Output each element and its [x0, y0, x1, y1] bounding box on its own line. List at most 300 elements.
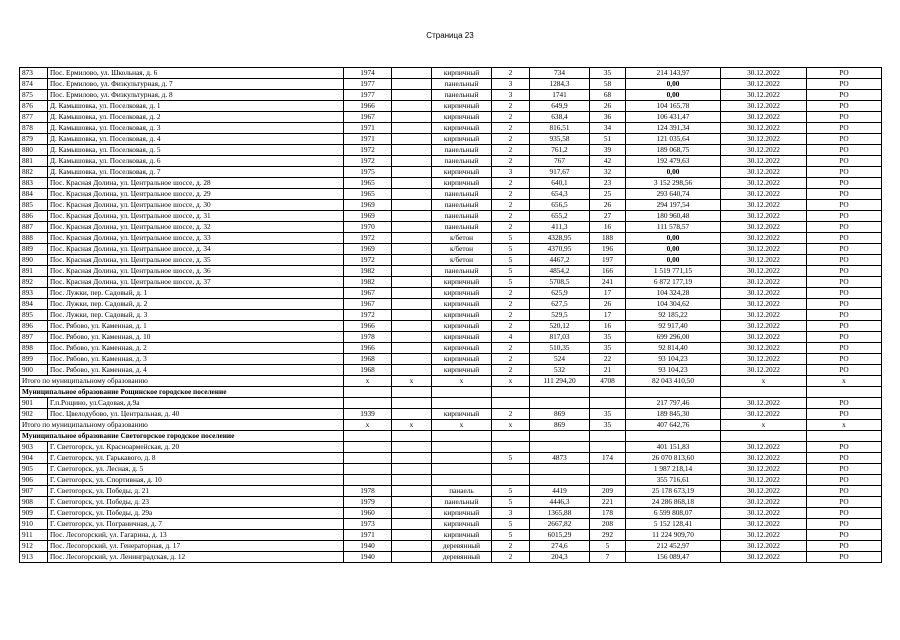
deadline-date: 30.12.2022	[721, 233, 807, 244]
housing-register-table	[19, 67, 882, 563]
row-number: 913	[20, 552, 48, 563]
year-built: 1972	[344, 310, 392, 321]
year-built: 1966	[344, 101, 392, 112]
floors: 3	[492, 167, 530, 178]
area: 520,12	[530, 321, 590, 332]
table-row	[20, 233, 882, 244]
program: РО	[807, 497, 882, 508]
deadline-date: 30.12.2022	[721, 552, 807, 563]
table-row	[20, 398, 882, 409]
row-number: 885	[20, 200, 48, 211]
deadline-date: 30.12.2022	[721, 541, 807, 552]
address: Пос. Красная Долина, ул. Центральное шоссе, д. 37	[48, 277, 344, 288]
area: 4419	[530, 486, 590, 497]
total-material: х	[432, 420, 492, 431]
table-row	[20, 409, 882, 420]
wall-material: панаель	[432, 486, 492, 497]
deadline-date: 30.12.2022	[721, 189, 807, 200]
floors: 3	[492, 79, 530, 90]
program: РО	[807, 442, 882, 453]
residents: 17	[590, 310, 626, 321]
empty-cell	[590, 431, 626, 442]
deadline-date: 30.12.2022	[721, 123, 807, 134]
section-header-row	[20, 387, 882, 398]
address: Г. Светогорск, ул. Победы, д. 29а	[48, 508, 344, 519]
empty-cell	[392, 387, 432, 398]
deadline-date: 30.12.2022	[721, 332, 807, 343]
table-row	[20, 442, 882, 453]
wall-material	[432, 464, 492, 475]
wall-material	[432, 442, 492, 453]
cost: 293 640,74	[626, 189, 721, 200]
area: 4467,2	[530, 255, 590, 266]
year-built: 1970	[344, 222, 392, 233]
table-row	[20, 277, 882, 288]
table-row	[20, 68, 882, 79]
cost: 26 070 813,60	[626, 453, 721, 464]
total-program: х	[807, 420, 882, 431]
address: Г. Светогорск, ул. Красноармейская, д. 20	[48, 442, 344, 453]
floors: 2	[492, 145, 530, 156]
residents: 196	[590, 244, 626, 255]
cost: 104 304,62	[626, 299, 721, 310]
row-number: 884	[20, 189, 48, 200]
area: 761,2	[530, 145, 590, 156]
col3	[392, 123, 432, 134]
row-number: 907	[20, 486, 48, 497]
cost: 92 185,22	[626, 310, 721, 321]
floors: 4	[492, 332, 530, 343]
program: РО	[807, 112, 882, 123]
wall-material: панельный	[432, 497, 492, 508]
col3	[392, 310, 432, 321]
program: РО	[807, 90, 882, 101]
program: РО	[807, 178, 882, 189]
year-built: 1939	[344, 409, 392, 420]
wall-material: деревянный	[432, 541, 492, 552]
total-col3: х	[392, 376, 432, 387]
year-built: 1940	[344, 552, 392, 563]
area: 6015,29	[530, 530, 590, 541]
row-number: 901	[20, 398, 48, 409]
col3	[392, 112, 432, 123]
col3	[392, 497, 432, 508]
col3	[392, 486, 432, 497]
table-row	[20, 90, 882, 101]
year-built: 1972	[344, 145, 392, 156]
deadline-date: 30.12.2022	[721, 343, 807, 354]
address: Пос. Лужки, пер. Садовый, д. 1	[48, 288, 344, 299]
row-number: 912	[20, 541, 48, 552]
year-built: 1971	[344, 530, 392, 541]
program: РО	[807, 167, 882, 178]
deadline-date: 30.12.2022	[721, 211, 807, 222]
deadline-date: 30.12.2022	[721, 90, 807, 101]
area: 734	[530, 68, 590, 79]
row-number: 881	[20, 156, 48, 167]
residents	[590, 475, 626, 486]
table-row	[20, 497, 882, 508]
program: РО	[807, 453, 882, 464]
address: Г. Светогорск, ул. Победы, д. 23	[48, 497, 344, 508]
table-row	[20, 354, 882, 365]
wall-material: панельный	[432, 156, 492, 167]
floors: 5	[492, 266, 530, 277]
floors: 5	[492, 519, 530, 530]
residents: 292	[590, 530, 626, 541]
col3	[392, 68, 432, 79]
cost: 1 987 218,14	[626, 464, 721, 475]
area: 767	[530, 156, 590, 167]
deadline-date: 30.12.2022	[721, 68, 807, 79]
deadline-date: 30.12.2022	[721, 255, 807, 266]
floors: 2	[492, 321, 530, 332]
empty-cell	[807, 387, 882, 398]
program: РО	[807, 530, 882, 541]
deadline-date: 30.12.2022	[721, 288, 807, 299]
residents	[590, 398, 626, 409]
row-number: 896	[20, 321, 48, 332]
area	[530, 475, 590, 486]
program: РО	[807, 288, 882, 299]
cost: 355 716,61	[626, 475, 721, 486]
deadline-date: 30.12.2022	[721, 134, 807, 145]
residents: 188	[590, 233, 626, 244]
address: Г. Светогорск, ул. Пограничная, д. 7	[48, 519, 344, 530]
row-number: 873	[20, 68, 48, 79]
row-number: 911	[20, 530, 48, 541]
floors: 2	[492, 134, 530, 145]
cost: 180 960,48	[626, 211, 721, 222]
col3	[392, 332, 432, 343]
empty-cell	[344, 431, 392, 442]
floors: 5	[492, 233, 530, 244]
area: 654,3	[530, 189, 590, 200]
table-row	[20, 134, 882, 145]
address: Пос. Рябово, ул. Каменная, д. 1	[48, 321, 344, 332]
address: Пос. Красная Долина, ул. Центральное шоссе, д. 36	[48, 266, 344, 277]
row-number: 904	[20, 453, 48, 464]
deadline-date: 30.12.2022	[721, 167, 807, 178]
empty-cell	[432, 431, 492, 442]
year-built: 1969	[344, 200, 392, 211]
program: РО	[807, 277, 882, 288]
wall-material: панельный	[432, 90, 492, 101]
floors: 2	[492, 354, 530, 365]
address: Пос. Лужки, пер. Садовый, д. 3	[48, 310, 344, 321]
row-number: 894	[20, 299, 48, 310]
wall-material	[432, 398, 492, 409]
floors: 2	[492, 310, 530, 321]
year-built: 1982	[344, 277, 392, 288]
row-number: 880	[20, 145, 48, 156]
floors	[492, 464, 530, 475]
deadline-date: 30.12.2022	[721, 112, 807, 123]
cost: 189 845,30	[626, 409, 721, 420]
program: РО	[807, 156, 882, 167]
residents: 58	[590, 79, 626, 90]
year-built: 1967	[344, 299, 392, 310]
area: 4370,95	[530, 244, 590, 255]
address: Пос. Ермилово, ул. Физкультурная, д. 7	[48, 79, 344, 90]
floors: 3	[492, 90, 530, 101]
program: РО	[807, 508, 882, 519]
floors: 2	[492, 200, 530, 211]
wall-material: панельный	[432, 222, 492, 233]
cost: 24 286 868,18	[626, 497, 721, 508]
address: Д. Камышовка, ул. Поселковая, д. 4	[48, 134, 344, 145]
area	[530, 442, 590, 453]
row-number: 876	[20, 101, 48, 112]
cost: 3 152 298,56	[626, 178, 721, 189]
residents: 166	[590, 266, 626, 277]
program: РО	[807, 123, 882, 134]
table-row	[20, 178, 882, 189]
floors: 2	[492, 343, 530, 354]
deadline-date: 30.12.2022	[721, 244, 807, 255]
cost: 1 519 771,15	[626, 266, 721, 277]
table-row	[20, 266, 882, 277]
col3	[392, 189, 432, 200]
year-built	[344, 398, 392, 409]
area: 649,9	[530, 101, 590, 112]
floors: 2	[492, 156, 530, 167]
cost: 111 578,57	[626, 222, 721, 233]
col3	[392, 90, 432, 101]
residents: 26	[590, 200, 626, 211]
address: Г. Светогорск, ул. Победы, д. 21	[48, 486, 344, 497]
total-col3: х	[392, 420, 432, 431]
cost: 294 197,54	[626, 200, 721, 211]
table-row	[20, 332, 882, 343]
residents: 178	[590, 508, 626, 519]
floors: 2	[492, 112, 530, 123]
residents: 32	[590, 167, 626, 178]
cost: 0,00	[626, 79, 721, 90]
empty-cell	[721, 387, 807, 398]
table-row	[20, 299, 882, 310]
floors: 2	[492, 101, 530, 112]
row-number: 898	[20, 343, 48, 354]
deadline-date: 30.12.2022	[721, 365, 807, 376]
area: 656,5	[530, 200, 590, 211]
deadline-date: 30.12.2022	[721, 101, 807, 112]
col3	[392, 365, 432, 376]
empty-cell	[530, 431, 590, 442]
year-built: 1967	[344, 112, 392, 123]
total-row	[20, 420, 882, 431]
floors	[492, 398, 530, 409]
program: РО	[807, 486, 882, 497]
program: РО	[807, 255, 882, 266]
address: Пос. Красная Долина, ул. Центральное шоссе, д. 35	[48, 255, 344, 266]
deadline-date: 30.12.2022	[721, 145, 807, 156]
table-row	[20, 101, 882, 112]
residents: 36	[590, 112, 626, 123]
total-residents: 35	[590, 420, 626, 431]
area: 204,3	[530, 552, 590, 563]
wall-material: кирпичный	[432, 101, 492, 112]
row-number: 902	[20, 409, 48, 420]
cost: 0,00	[626, 255, 721, 266]
year-built: 1940	[344, 541, 392, 552]
residents: 35	[590, 409, 626, 420]
deadline-date: 30.12.2022	[721, 442, 807, 453]
wall-material: кирпичный	[432, 123, 492, 134]
row-number: 897	[20, 332, 48, 343]
area: 817,03	[530, 332, 590, 343]
deadline-date: 30.12.2022	[721, 354, 807, 365]
floors: 2	[492, 222, 530, 233]
address: Д. Камышовка, ул. Поселковая, д. 7	[48, 167, 344, 178]
program: РО	[807, 541, 882, 552]
cost: 104 324,28	[626, 288, 721, 299]
table-row	[20, 519, 882, 530]
wall-material: кирпичный	[432, 332, 492, 343]
residents: 68	[590, 90, 626, 101]
address: Д. Камышовка, ул. Поселковая, д. 6	[48, 156, 344, 167]
col3	[392, 552, 432, 563]
cost: 401 151,83	[626, 442, 721, 453]
cost: 92 814,40	[626, 343, 721, 354]
floors: 2	[492, 68, 530, 79]
empty-cell	[392, 431, 432, 442]
col3	[392, 321, 432, 332]
table-row	[20, 156, 882, 167]
cost: 11 224 909,70	[626, 530, 721, 541]
empty-cell	[626, 387, 721, 398]
program: РО	[807, 552, 882, 563]
cost: 124 391,34	[626, 123, 721, 134]
floors	[492, 442, 530, 453]
row-number: 895	[20, 310, 48, 321]
table-row	[20, 255, 882, 266]
table-row	[20, 244, 882, 255]
wall-material: кирпичный	[432, 508, 492, 519]
floors: 5	[492, 255, 530, 266]
row-number: 882	[20, 167, 48, 178]
program: РО	[807, 134, 882, 145]
wall-material: деревянный	[432, 552, 492, 563]
table-row	[20, 453, 882, 464]
deadline-date: 30.12.2022	[721, 321, 807, 332]
cost: 156 089,47	[626, 552, 721, 563]
table-row	[20, 222, 882, 233]
total-floors: х	[492, 376, 530, 387]
col3	[392, 299, 432, 310]
floors: 2	[492, 211, 530, 222]
floors: 5	[492, 453, 530, 464]
program: РО	[807, 409, 882, 420]
row-number: 905	[20, 464, 48, 475]
program: РО	[807, 79, 882, 90]
program: РО	[807, 343, 882, 354]
program: РО	[807, 321, 882, 332]
year-built: 1972	[344, 233, 392, 244]
row-number: 879	[20, 134, 48, 145]
wall-material: кирпичный	[432, 530, 492, 541]
wall-material: панельный	[432, 145, 492, 156]
wall-material: кирпичный	[432, 365, 492, 376]
section-title: Муниципальное образование Светогорское городское поселение	[20, 431, 344, 442]
col3	[392, 541, 432, 552]
table-row	[20, 167, 882, 178]
area: 5708,5	[530, 277, 590, 288]
cost: 25 178 673,19	[626, 486, 721, 497]
wall-material: кирпичный	[432, 310, 492, 321]
col3	[392, 233, 432, 244]
row-number: 893	[20, 288, 48, 299]
wall-material: к/бетон	[432, 255, 492, 266]
cost: 93 104,23	[626, 354, 721, 365]
floors: 5	[492, 497, 530, 508]
wall-material: к/бетон	[432, 233, 492, 244]
year-built: 1977	[344, 90, 392, 101]
area: 1741	[530, 90, 590, 101]
address: Пос. Красная Долина, ул. Центральное шоссе, д. 32	[48, 222, 344, 233]
program: РО	[807, 200, 882, 211]
total-year: х	[344, 376, 392, 387]
row-number: 891	[20, 266, 48, 277]
table-row	[20, 530, 882, 541]
area	[530, 398, 590, 409]
page-header: Страница 23	[426, 31, 474, 40]
residents: 208	[590, 519, 626, 530]
address: Пос. Красная Долина, ул. Центральное шоссе, д. 31	[48, 211, 344, 222]
program: РО	[807, 299, 882, 310]
cost: 106 431,47	[626, 112, 721, 123]
residents: 17	[590, 288, 626, 299]
cost: 0,00	[626, 244, 721, 255]
deadline-date: 30.12.2022	[721, 497, 807, 508]
total-floors: х	[492, 420, 530, 431]
table-row	[20, 321, 882, 332]
col3	[392, 255, 432, 266]
program: РО	[807, 189, 882, 200]
year-built: 1978	[344, 486, 392, 497]
area: 510,35	[530, 343, 590, 354]
col3	[392, 101, 432, 112]
year-built	[344, 464, 392, 475]
cost: 699 296,00	[626, 332, 721, 343]
year-built: 1960	[344, 508, 392, 519]
table-row	[20, 145, 882, 156]
residents: 42	[590, 156, 626, 167]
residents: 35	[590, 68, 626, 79]
cost: 214 143,97	[626, 68, 721, 79]
col3	[392, 288, 432, 299]
floors: 2	[492, 299, 530, 310]
residents: 22	[590, 354, 626, 365]
residents: 5	[590, 541, 626, 552]
col3	[392, 178, 432, 189]
empty-cell	[807, 431, 882, 442]
cost: 0,00	[626, 167, 721, 178]
floors: 2	[492, 288, 530, 299]
residents	[590, 442, 626, 453]
col3	[392, 519, 432, 530]
cost: 0,00	[626, 233, 721, 244]
col3	[392, 79, 432, 90]
area: 625,9	[530, 288, 590, 299]
floors: 2	[492, 178, 530, 189]
deadline-date: 30.12.2022	[721, 398, 807, 409]
col3	[392, 167, 432, 178]
address: Пос. Ермилово, ул. Физкультурная, д. 8	[48, 90, 344, 101]
address: Пос. Лесогорский, ул. Гагарина, д. 13	[48, 530, 344, 541]
address: Пос. Рябово, ул. Каменная, д. 3	[48, 354, 344, 365]
year-built: 1979	[344, 497, 392, 508]
